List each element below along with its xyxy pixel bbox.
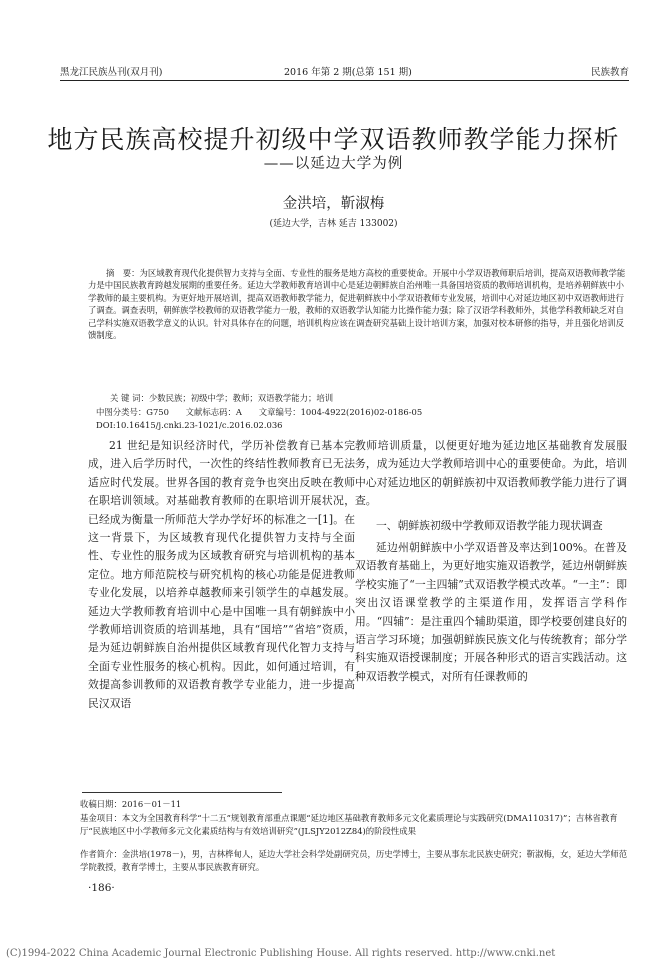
doi-line: DOI:10.16415/j.cnki.23-1021/c.2016.02.036 — [96, 420, 283, 430]
body-paragraph: 教师培训质量，以便更好地为延边地区基础教育发展服务，成为延边大学教师培训中心的重要使命。为此，培训中心对延边地区的朝鲜族初中双语教师教学能力进行了调查。 — [355, 439, 627, 508]
footnote-funding: 基金项目：本文为全国教育科学“十二五”规划教育部重点课题“延边地区基础教育教师多元文化素质理论与实践研究(DMA110317)”；吉林省教育厅“民族地区中小学教师多元文化素质结构与有效培训研究”(JLSJY2012Z84)的阶段性成果 — [80, 813, 618, 836]
running-header-journal: 黑龙江民族丛刊(双月刊) — [60, 67, 163, 78]
footnote-rule — [82, 792, 282, 793]
keywords: 关 键 词：少数民族；初级中学；教师；双语教学能力；培训 — [110, 393, 334, 403]
right-column — [355, 437, 627, 686]
body-paragraph: 延边州朝鲜族中小学双语普及率达到100%。在普及双语教育基础上，为更好地实施双语教学，延边州朝鲜族学校实施了“一主四辅”式双语教学模式改革。“一主”：即突出汉语课堂教学的主渠道作用，发挥语言学科作用。“四辅”：是注重四个辅助渠道，即学校要创建良好的语言学习环境；加强朝鲜族民族文化与传统教育；部分学科实施双语授课制度；开展各种形式的语言实践活动。这种双语教学模式，对所有任课教师的 — [355, 541, 627, 683]
body-paragraph: 21 世纪是知识经济时代，学历补偿教育已基本完成，进入后学历时代，一次性的终结性教师教育已无法适应时代发展。世界各国的教育竞争也突出反映在教师在职培训领域。对基础教育教师的在职培训开展状况，已经成为衡量一所师范大学办学好坏的标准之一[1]。在这一背景下，为区域教育现代化提供智力支持与全面性、专业性的服务成为区域教育研究与培训机构的基本定位。地方师范院校与研究机构的核心功能是促进教师专业化发展，以培养卓越教师来引领学生的卓越发展。延边大学教师教育培训中心是中国唯一具有朝鲜族中小学教师培训资质的培训基地，具有“国培”“省培”资质，是为延边朝鲜族自治州提供区域教育现代化智力支持与全面专业性服务的核心机构。因此，如何通过培训，有效提高参训教师的双语教育教学专业能力，进一步提高民汉双语 — [88, 439, 355, 710]
article-title: 地方民族高校提升初级中学双语教师教学能力探析 — [47, 125, 620, 154]
running-header-issue: 2016 年第 2 期(总第 151 期) — [284, 67, 412, 78]
abstract: 摘 要：为区域教育现代化提供智力支持与全面、专业性的服务是地方高校的重要使命。开展中小学双语教师职后培训，提高双语教师教学能力是中国民族教育跨越发展期的重要任务。延边大学教师教育培训中心是延边朝鲜族自治州唯一具备国培资质的教师培训机构，是培养朝鲜族中小学教师的最主要机构。为更好地开展培训，提高双语教师教学能力，促进朝鲜族中小学双语教师专业发展，培训中心对延边地区初中双语教师进行了调查。调查表明，朝鲜族学校教师的双语教学能力一般，教师的双语教学认知能力比操作能力强；除了汉语学科教师外，其他学科教师缺乏对自己学科实施双语教学意义的认识。针对具体存在的问题，培训机构应该在调查研究基础上设计培训方案，加强对校本研修的指导，并且强化培训反馈制度。 — [88, 268, 626, 341]
running-header-section: 民族教育 — [590, 67, 629, 78]
left-column — [88, 437, 355, 713]
footnote-received: 收稿日期：2016－01－11 — [80, 799, 182, 809]
footnote-author-bio: 作者简介：金洪培(1978－)，男，吉林桦甸人，延边大学社会科学处副研究员，历史学博士，主要从事东北民族史研究；靳淑梅，女，延边大学师范学院教授，教育学博士，主要从事民族教育研究。 — [80, 849, 628, 872]
classification-line: 中图分类号：G750 文献标志码：A 文章编号：1004-4922(2016)02-0186-05 — [96, 407, 423, 417]
article-authors: 金洪培，靳淑梅 — [282, 196, 385, 212]
author-affiliation: (延边大学，吉林 延吉 133002) — [269, 219, 398, 229]
copyright-notice: (C)1994-2022 China Academic Journal Electronic Publishing House. All rights reserved. http://www.cnki.net — [6, 948, 556, 959]
page-number: ·186· — [88, 882, 115, 894]
section-heading: 一、朝鲜族初级中学教师双语教学能力现状调查 — [376, 518, 603, 532]
article-subtitle: ——以延边大学为例 — [263, 156, 404, 172]
header-rule — [60, 80, 629, 81]
